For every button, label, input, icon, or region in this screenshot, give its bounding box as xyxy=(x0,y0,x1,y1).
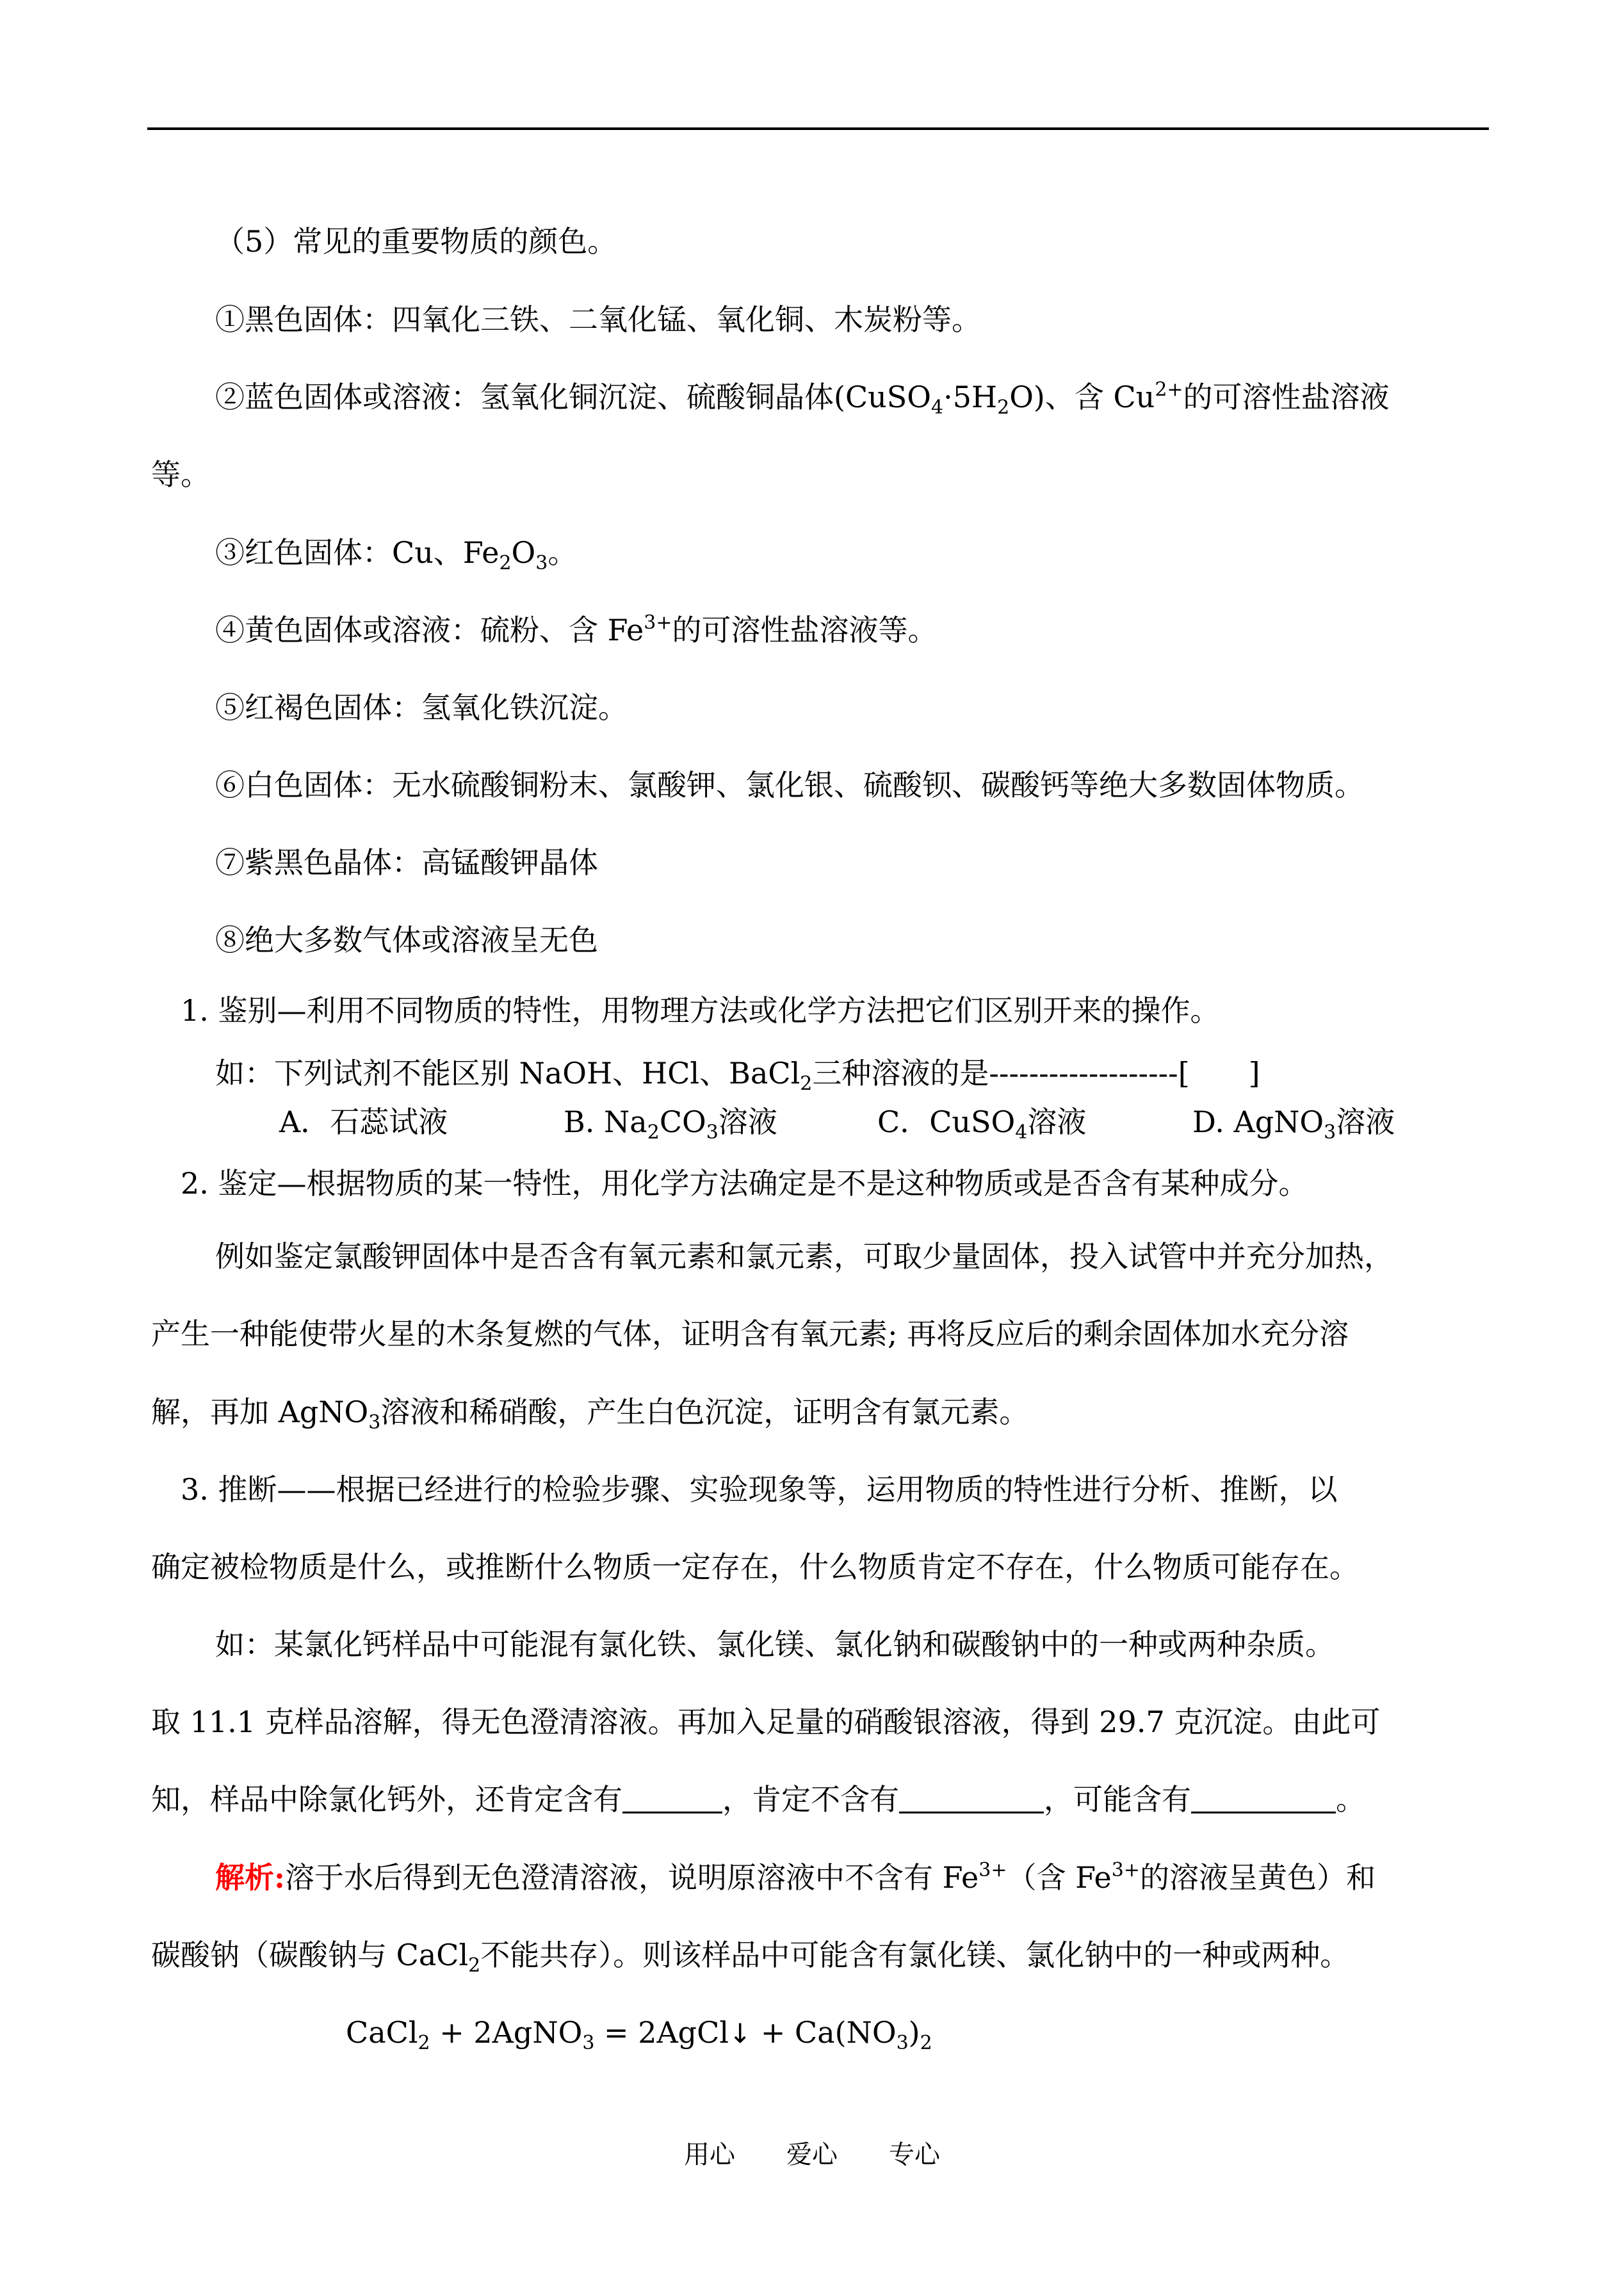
color-item-1: ①黑色固体：四氧化三铁、二氧化锰、氧化铜、木炭粉等。 xyxy=(215,302,981,337)
analysis-line-1: 解析:溶于水后得到无色澄清溶液，说明原溶液中不含有 $Fe^{3+}$（含 $Fe^{3+}$的溶液呈黄色）和 xyxy=(215,1859,1376,1895)
color-item-4: ④黄色固体或溶液：硫粉、含 $Fe^{3+}$的可溶性盐溶液等。 xyxy=(215,612,938,647)
option-a: A．石蕊试液 xyxy=(279,1105,448,1139)
answer-blank-2[interactable] xyxy=(899,1786,1044,1813)
color-item-6: ⑥白色固体：无水硫酸铜粉末、氯酸钾、氯化银、硫酸钡、碳酸钙等绝大多数固体物质。 xyxy=(215,768,1364,802)
analysis-label: 解析: xyxy=(215,1860,285,1895)
point-3-title: 3. 推断——根据已经进行的检验步骤、实验现象等，运用物质的特性进行分析、推断，以 xyxy=(181,1472,1338,1507)
color-item-5: ⑤红褐色固体：氢氧化铁沉淀。 xyxy=(215,690,628,725)
section-5-title: （5）常见的重要物质的颜色。 xyxy=(215,224,617,259)
page-footer xyxy=(0,2137,1624,2173)
analysis-line-2: 碳酸钠（碳酸钠与 CaCl$_2$不能共存）。则该样品中可能含有氯化镁、氯化钠中的一种或两种。 xyxy=(151,1938,1350,1977)
color-item-2-cont: 等。 xyxy=(151,457,210,492)
point-1-title: 1. 鉴别—利用不同物质的特性，用物理方法或化学方法把它们区别开来的操作。 xyxy=(181,993,1220,1028)
question-stem: 如：下列试剂不能区别 NaOH、HCl、BaCl$_2$三种溶液的是-------------------[ ] xyxy=(215,1056,1260,1095)
header-rule xyxy=(147,127,1489,130)
color-item-8: ⑧绝大多数气体或溶液呈无色 xyxy=(215,923,598,957)
point-2-example-line-3: 解，再加 AgNO$_3$溶液和稀硝酸，产生白色沉淀，证明含有氯元素。 xyxy=(151,1395,1029,1434)
point-3-example-line-2: 取 11.1 克样品溶解，得无色澄清溶液。再加入足量的硝酸银溶液，得到 29.7 克沉淀。由此可 xyxy=(151,1705,1381,1739)
option-d: D. AgNO$_3$溶液 xyxy=(1192,1105,1395,1144)
point-2-example-line-2: 产生一种能使带火星的木条复燃的气体，证明含有氧元素; 再将反应后的剩余固体加水充分溶 xyxy=(151,1317,1349,1351)
point-3-example-line-1: 如：某氯化钙样品中可能混有氯化铁、氯化镁、氯化钠和碳酸钠中的一种或两种杂质。 xyxy=(215,1627,1335,1662)
point-2-example-line-1: 例如鉴定氯酸钾固体中是否含有氧元素和氯元素，可取少量固体，投入试管中并充分加热， xyxy=(215,1239,1393,1274)
color-item-7: ⑦紫黑色晶体：高锰酸钾晶体 xyxy=(215,845,598,880)
option-b: B. $Na_2CO_3$溶液 xyxy=(564,1105,777,1144)
answer-blank-3[interactable] xyxy=(1191,1786,1336,1813)
precipitate-arrow-icon: ↓ xyxy=(729,2018,752,2049)
answer-blank-1[interactable] xyxy=(622,1786,722,1813)
point-3-example-line-3: 知，样品中除氯化钙外，还肯定含有 ，肯定不含有 ，可能含有 。 xyxy=(151,1782,1365,1817)
point-2-title: 2. 鉴定—根据物质的某一特性，用化学方法确定是不是这种物质或是否含有某种成分。 xyxy=(181,1166,1308,1201)
point-3-title-cont: 确定被检物质是什么，或推断什么物质一定存在，什么物质肯定不存在，什么物质可能存在。 xyxy=(151,1550,1359,1584)
footer-word-2: 爱心 xyxy=(786,2140,838,2169)
color-item-3: ③红色固体：Cu、$Fe_2O_3$。 xyxy=(215,535,578,574)
option-c: C．CuSO$_4$溶液 xyxy=(877,1105,1087,1144)
footer-word-3: 专心 xyxy=(889,2140,940,2169)
chemical-equation: CaCl$_2$ + 2AgNO$_3$ = 2AgCl↓ + $Ca(NO_3)_2$ xyxy=(346,2015,932,2054)
footer-word-1: 用心 xyxy=(684,2140,735,2169)
color-item-2: ②蓝色固体或溶液：氢氧化铜沉淀、硫酸铜晶体$(CuSO_4\cdot 5H_2O)$、含 $Cu^{2+}$的可溶性盐溶液 xyxy=(215,378,1390,419)
